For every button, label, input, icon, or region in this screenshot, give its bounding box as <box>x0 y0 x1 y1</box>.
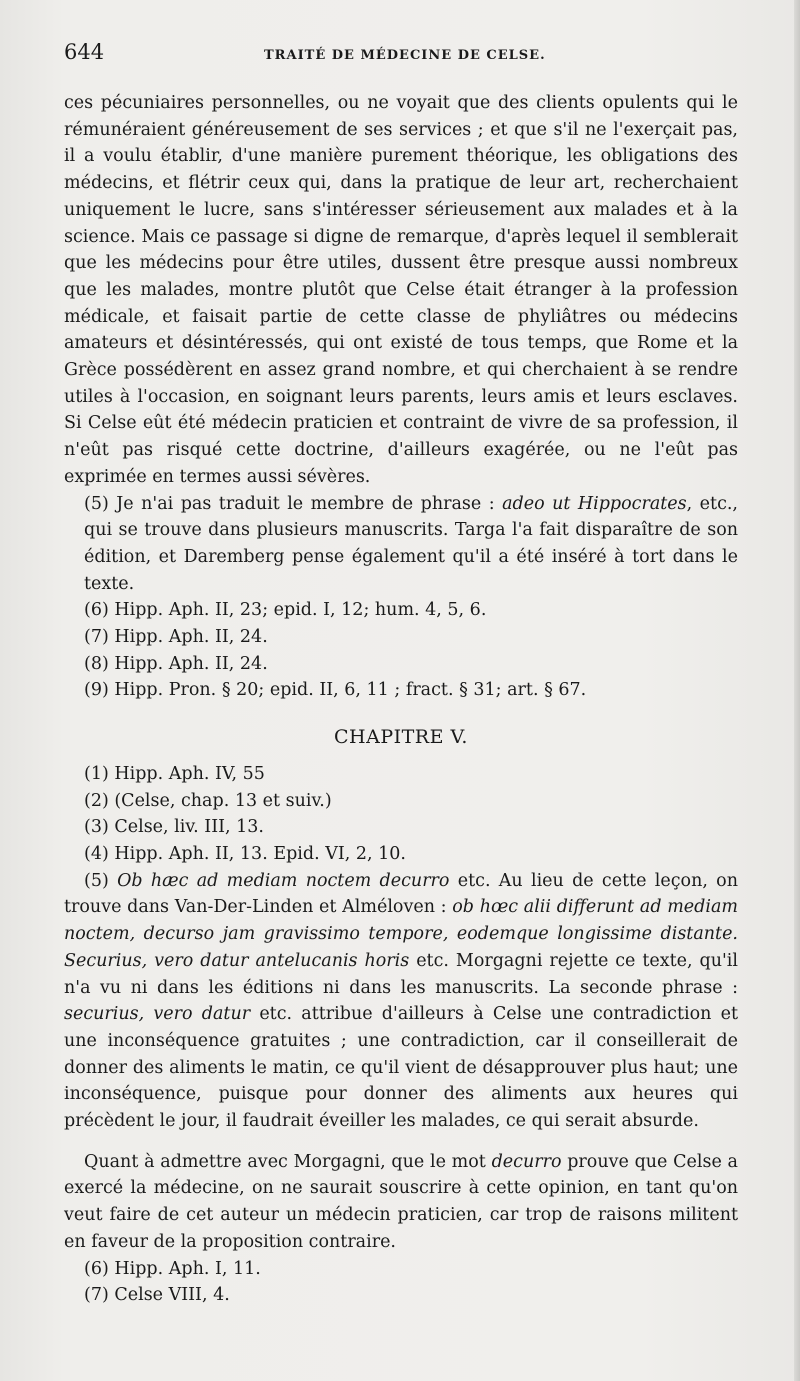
footnote-7-ch5: (7) Celse VIII, 4. <box>84 1285 230 1306</box>
footnote-5-ch5-italic-1: Ob hæc ad mediam noctem decurro <box>117 870 450 891</box>
paragraph-continuation: ces pécuniaires personnelles, ou ne voyait que des clients opulents qui le rémunéraient généreusement de ses services ; et que s'il ne l'exerçait pas, il a voulu établir, d'une manière purement théorique, les obligations des médecins, et flétrir ceux qui, dans la pratique de leur art, recherchaient uniquement le lucre, sans s'intéresser sérieusement aux malades et à la science. Mais ce passage si digne de remarque, d'après lequel il semblerait que les médecins pour être utiles, dussent être presque aussi nombreux que les malades, montre plutôt que Celse était étranger à la profession médicale, et faisait partie de cette classe de phyliâtres ou médecins amateurs et désintéressés, qui ont existé de tous temps, que Rome et la Grèce possédèrent en assez grand nombre, et qui cherchaient à se rendre utiles à l'occasion, en soignant leurs parents, leurs amis et leurs esclaves. Si Celse eût été médecin praticien et contraint de vivre de sa profession, il n'eût pas risqué cette doctrine, d'ailleurs exagérée, ou ne l'eût pas exprimée en termes aussi sévères. <box>64 93 738 487</box>
footnote-5-ch5-italic-2: ob hœc alii differunt ad mediam noctem, decurso jam gravissimo tempore, eodemque longissime distante. Securius, vero datur antelucanis horis <box>64 897 738 971</box>
page-header <box>64 40 738 86</box>
running-title: TRAITÉ DE MÉDECINE DE CELSE. <box>264 48 546 63</box>
final-paragraph <box>64 1149 738 1256</box>
footnote-2-ch5: (2) (Celse, chap. 13 et suiv.) <box>84 790 332 811</box>
final-paragraph-italic: decurro <box>491 1151 562 1172</box>
footnote-5-ch5-num: (5) <box>84 870 118 891</box>
page-edge <box>794 0 800 1381</box>
footnote-5-ch5-italic-3: securius, vero datur <box>64 1004 251 1025</box>
paragraph-gap <box>64 1135 738 1149</box>
footnote-6-ch4: (6) Hipp. Aph. II, 23; epid. I, 12; hum. 4, 5, 6. <box>84 600 487 621</box>
footnote-1-ch5: (1) Hipp. Aph. IV, 55 <box>84 763 265 784</box>
footnote-5-text-before: (5) Je n'ai pas traduit le membre de phrase : <box>84 493 503 514</box>
footnote-7-ch4: (7) Hipp. Aph. II, 24. <box>84 627 268 648</box>
footnote-5-ch5-text-3: etc. attribue d'ailleurs à Celse une contradiction et une inconséquence gratuites ; une contradiction, car il conseillerait de donner des aliments le matin, ce qu'il vient de désapprouver plus haut; une inconséquence, puisque pour donner des aliments aux heures qui précèdent le jour, il faudrait éveiller les malades, ce qui serait absurde. <box>64 1004 739 1132</box>
footnote-8-ch4: (8) Hipp. Aph. II, 24. <box>84 653 268 674</box>
footnote-3-ch5: (3) Celse, liv. III, 13. <box>84 817 264 838</box>
footnote-5-ch4 <box>64 491 738 598</box>
footnote-5-ch5 <box>64 868 738 1135</box>
footnote-4-ch5: (4) Hipp. Aph. II, 13. Epid. VI, 2, 10. <box>84 843 406 864</box>
final-paragraph-text-1: Quant à admettre avec Morgagni, que le mot <box>84 1151 492 1172</box>
footnote-9-ch4: (9) Hipp. Pron. § 20; epid. II, 6, 11 ; fract. § 31; art. § 67. <box>84 680 587 701</box>
final-paragraph-text-2: prouve que Celse a exercé la médecine, on ne saurait souscrire à cette opinion, en tant qu'on veut faire de cet auteur un médecin praticien, car trop de raisons militent en faveur de la proposition contraire. <box>64 1151 738 1252</box>
footnote-5-text-after: , etc., qui se trouve dans plusieurs manuscrits. Targa l'a fait disparaître de son édition, et Daremberg pense également qu'il a été inséré à tort dans le texte. <box>84 493 738 594</box>
footnote-5-italic: adeo ut Hippocrates <box>502 493 687 514</box>
page-number: 644 <box>64 40 105 64</box>
footnote-5-ch5-text-1: etc. Au lieu de cette leçon, on trouve dans Van-Der-Linden et Alméloven : <box>64 870 738 918</box>
footnote-6-ch5: (6) Hipp. Aph. I, 11. <box>84 1258 261 1279</box>
page-body <box>64 90 738 1309</box>
chapter-heading: CHAPITRE V. <box>334 726 468 749</box>
footnote-5-ch5-text-2: etc. Morgagni rejette ce texte, qu'il n'a vu ni dans les éditions ni dans les manuscrits. La seconde phrase : <box>64 950 739 998</box>
